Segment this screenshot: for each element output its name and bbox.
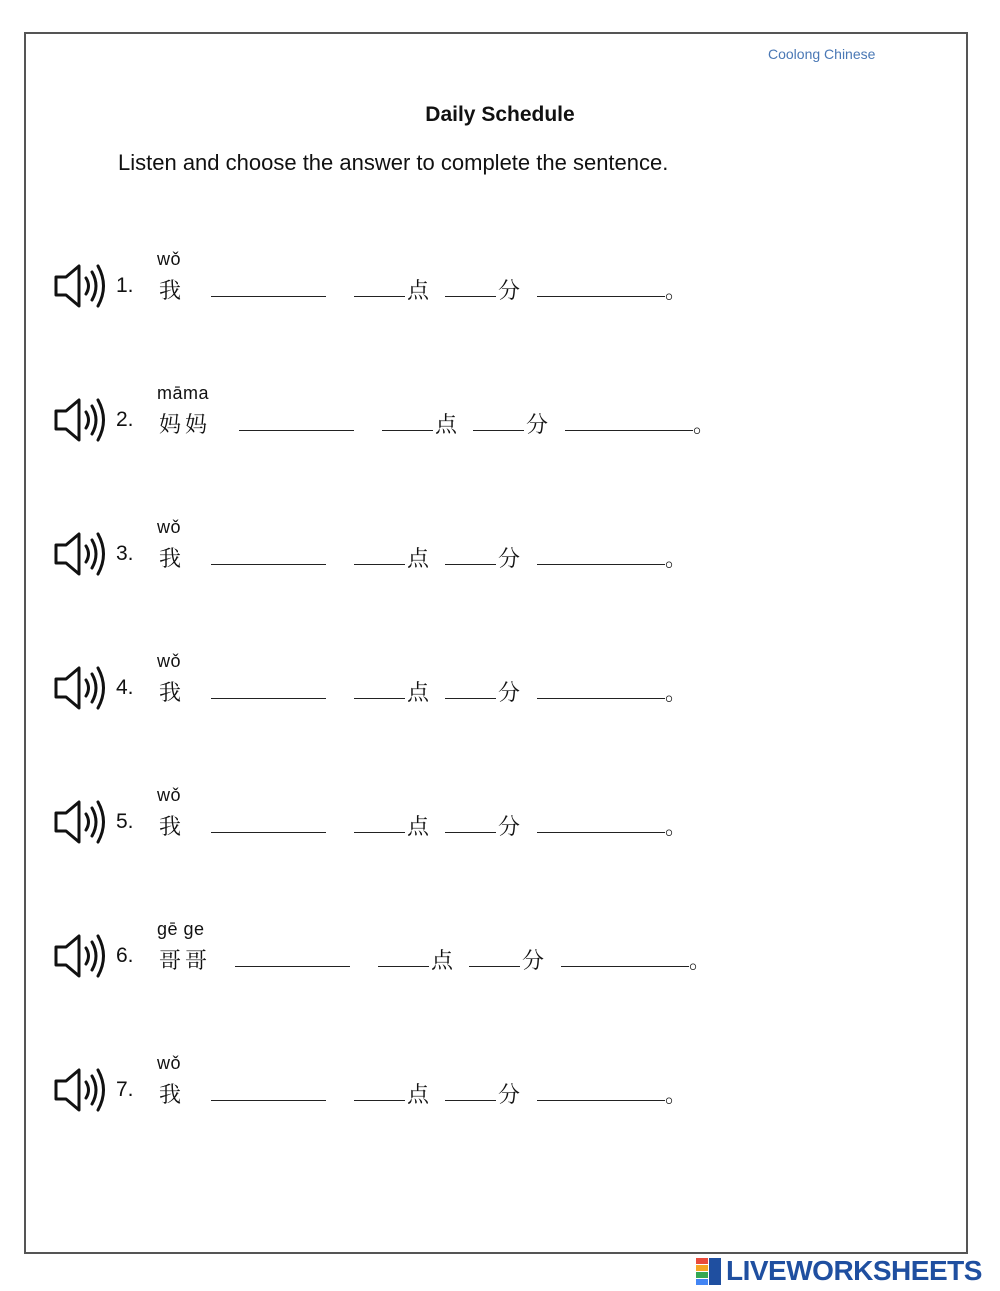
subject-hanzi: 我 [159, 279, 186, 304]
speaker-icon[interactable] [52, 260, 112, 312]
activity-blank[interactable] [211, 832, 326, 833]
instruction-text: Listen and choose the answer to complete the sentence. [118, 150, 669, 175]
logo-block-l [696, 1258, 708, 1264]
question-row-3 [0, 508, 1000, 588]
period-mark: 。 [665, 547, 688, 572]
speaker-icon[interactable] [52, 662, 112, 714]
question-number: 3. [116, 542, 134, 565]
question-row-2 [0, 374, 1000, 454]
logo-blocks-icon [696, 1258, 722, 1286]
question-row-1 [0, 240, 1000, 320]
speaker-icon[interactable] [52, 528, 112, 580]
period-mark: 。 [693, 413, 716, 438]
period-mark: 。 [665, 815, 688, 840]
hour-blank[interactable] [354, 296, 405, 297]
question-number: 1. [116, 274, 134, 297]
period-mark: 。 [689, 949, 712, 974]
liveworksheets-logo [696, 1256, 996, 1286]
period-mark: 。 [665, 1083, 688, 1108]
question-row-6 [0, 910, 1000, 990]
pinyin-label: wǒ [157, 249, 182, 269]
minute-blank[interactable] [469, 966, 520, 967]
question-number: 4. [116, 676, 134, 699]
hour-blank[interactable] [354, 698, 405, 699]
page-title: Daily Schedule [425, 103, 575, 126]
speaker-icon[interactable] [52, 394, 112, 446]
question-row-5 [0, 776, 1000, 856]
subject-hanzi: 我 [159, 1083, 186, 1108]
activity-blank[interactable] [211, 564, 326, 565]
pinyin-label: wǒ [157, 651, 182, 671]
minute-blank[interactable] [445, 698, 496, 699]
question-number: 2. [116, 408, 134, 431]
fen-label: 分 [498, 815, 521, 840]
answer-blank[interactable] [537, 1100, 665, 1101]
activity-blank[interactable] [239, 430, 354, 431]
answer-blank[interactable] [537, 296, 665, 297]
speaker-icon[interactable] [52, 796, 112, 848]
answer-blank[interactable] [565, 430, 693, 431]
logo-text: LIVEWORKSHEETS [726, 1255, 982, 1286]
question-number: 7. [116, 1078, 134, 1101]
question-number: 5. [116, 810, 134, 833]
fen-label: 分 [522, 949, 545, 974]
answer-blank[interactable] [537, 564, 665, 565]
question-row-4 [0, 642, 1000, 722]
minute-blank[interactable] [445, 832, 496, 833]
minute-blank[interactable] [445, 1100, 496, 1101]
answer-blank[interactable] [537, 698, 665, 699]
brand-label: Coolong Chinese [768, 46, 876, 62]
fen-label: 分 [526, 413, 549, 438]
dian-label: 点 [407, 815, 430, 840]
question-row-7 [0, 1044, 1000, 1124]
logo-block-i [696, 1265, 708, 1271]
speaker-icon[interactable] [52, 1064, 112, 1116]
fen-label: 分 [498, 279, 521, 304]
hour-blank[interactable] [354, 832, 405, 833]
answer-blank[interactable] [561, 966, 689, 967]
fen-label: 分 [498, 1083, 521, 1108]
fen-label: 分 [498, 681, 521, 706]
dian-label: 点 [407, 1083, 430, 1108]
minute-blank[interactable] [473, 430, 524, 431]
hour-blank[interactable] [378, 966, 429, 967]
activity-blank[interactable] [211, 1100, 326, 1101]
logo-block-v [696, 1272, 708, 1278]
dian-label: 点 [435, 413, 458, 438]
fen-label: 分 [498, 547, 521, 572]
activity-blank[interactable] [235, 966, 350, 967]
pinyin-label: wǒ [157, 517, 182, 537]
speaker-icon[interactable] [52, 930, 112, 982]
period-mark: 。 [665, 279, 688, 304]
dian-label: 点 [431, 949, 454, 974]
pinyin-label: gē ge [157, 919, 205, 939]
minute-blank[interactable] [445, 564, 496, 565]
subject-hanzi: 我 [159, 681, 186, 706]
subject-hanzi: 我 [159, 547, 186, 572]
logo-block-bar [709, 1258, 721, 1285]
subject-hanzi: 我 [159, 815, 186, 840]
hour-blank[interactable] [354, 564, 405, 565]
dian-label: 点 [407, 279, 430, 304]
activity-blank[interactable] [211, 698, 326, 699]
activity-blank[interactable] [211, 296, 326, 297]
dian-label: 点 [407, 681, 430, 706]
period-mark: 。 [665, 681, 688, 706]
dian-label: 点 [407, 547, 430, 572]
question-number: 6. [116, 944, 134, 967]
subject-hanzi: 哥哥 [159, 949, 212, 974]
logo-block-e [696, 1279, 708, 1285]
pinyin-label: wǒ [157, 1053, 182, 1073]
hour-blank[interactable] [354, 1100, 405, 1101]
subject-hanzi: 妈妈 [159, 413, 212, 438]
hour-blank[interactable] [382, 430, 433, 431]
pinyin-label: māma [157, 383, 210, 403]
minute-blank[interactable] [445, 296, 496, 297]
pinyin-label: wǒ [157, 785, 182, 805]
answer-blank[interactable] [537, 832, 665, 833]
